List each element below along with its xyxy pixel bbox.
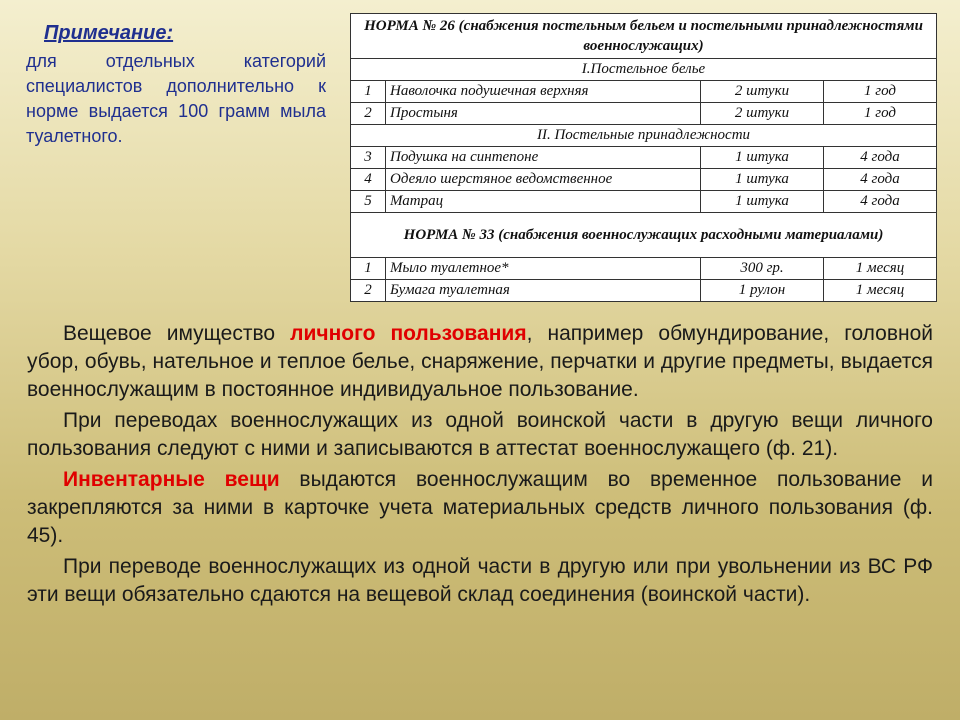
table-row bbox=[351, 125, 937, 147]
row-qty: 300 гр. bbox=[701, 258, 824, 280]
norms-table bbox=[350, 13, 937, 302]
table-row bbox=[351, 59, 937, 81]
note-text: для отдельных категорий специалистов дополнительно к норме выдается 100 грамм мыла туалетного. bbox=[26, 51, 326, 146]
text-fragment: выдаются военнослужащим во временное пользование и закрепляются за ними в карточке учета материальных средств личного пользования (ф. 45). bbox=[27, 468, 934, 547]
row-period: 1 месяц bbox=[824, 258, 937, 280]
table-row bbox=[351, 147, 937, 169]
table-row bbox=[351, 213, 937, 258]
row-name: Мыло туалетное* bbox=[386, 258, 701, 280]
row-num: 3 bbox=[351, 147, 386, 169]
row-qty: 2 штуки bbox=[701, 81, 824, 103]
row-name: Наволочка подушечная верхняя bbox=[386, 81, 701, 103]
note-title: Примечание: bbox=[44, 22, 174, 44]
row-num: 1 bbox=[351, 81, 386, 103]
note-block bbox=[26, 22, 326, 149]
table-row bbox=[351, 258, 937, 280]
row-num: 2 bbox=[351, 280, 386, 302]
row-period: 1 год bbox=[824, 103, 937, 125]
row-period: 4 года bbox=[824, 169, 937, 191]
row-name: Подушка на синтепоне bbox=[386, 147, 701, 169]
main-text bbox=[27, 320, 933, 612]
norm33-header: НОРМА № 33 (снабжения военнослужащих расходными материалами) bbox=[351, 213, 937, 258]
table-row bbox=[351, 169, 937, 191]
section-bed-linen: I.Постельное белье bbox=[351, 59, 937, 81]
row-period: 4 года bbox=[824, 147, 937, 169]
highlight-personal-use: личного пользования bbox=[290, 322, 527, 345]
row-qty: 1 штука bbox=[701, 169, 824, 191]
highlight-inventory-items: Инвентарные вещи bbox=[63, 468, 280, 491]
row-num: 1 bbox=[351, 258, 386, 280]
row-name: Бумага туалетная bbox=[386, 280, 701, 302]
row-name: Матрац bbox=[386, 191, 701, 213]
paragraph-transfer: При переводах военнослужащих из одной воинской части в другую вещи личного пользования следуют с ними и записываются в аттестат военнослужащего (ф. 21). bbox=[27, 409, 933, 460]
text-fragment: , например обмундирование, головной убор, обувь, нательное и теплое белье, снаряжение, перчатки и другие предметы, выдается военнослужащим в постоянное индивидуальное пользование. bbox=[27, 322, 933, 401]
row-name: Одеяло шерстяное ведомственное bbox=[386, 169, 701, 191]
row-period: 4 года bbox=[824, 191, 937, 213]
table-row bbox=[351, 14, 937, 59]
row-qty: 2 штуки bbox=[701, 103, 824, 125]
row-qty: 1 рулон bbox=[701, 280, 824, 302]
row-period: 1 месяц bbox=[824, 280, 937, 302]
row-name: Простыня bbox=[386, 103, 701, 125]
section-bedding: II. Постельные принадлежности bbox=[351, 125, 937, 147]
row-qty: 1 штука bbox=[701, 191, 824, 213]
table-row bbox=[351, 280, 937, 302]
row-period: 1 год bbox=[824, 81, 937, 103]
norm26-header: НОРМА № 26 (снабжения постельным бельем и постельными принадлежностями военнослужащих) bbox=[351, 14, 937, 59]
paragraph-return: При переводе военнослужащих из одной части в другую или при увольнении из ВС РФ эти вещи обязательно сдаются на вещевой склад соединения (воинской части). bbox=[27, 555, 933, 606]
table-row bbox=[351, 191, 937, 213]
paragraph-personal-use bbox=[27, 320, 933, 404]
table-row bbox=[351, 81, 937, 103]
row-num: 5 bbox=[351, 191, 386, 213]
row-qty: 1 штука bbox=[701, 147, 824, 169]
row-num: 2 bbox=[351, 103, 386, 125]
text-fragment: Вещевое имущество bbox=[63, 322, 291, 345]
table-row bbox=[351, 103, 937, 125]
paragraph-inventory bbox=[27, 466, 933, 550]
row-num: 4 bbox=[351, 169, 386, 191]
